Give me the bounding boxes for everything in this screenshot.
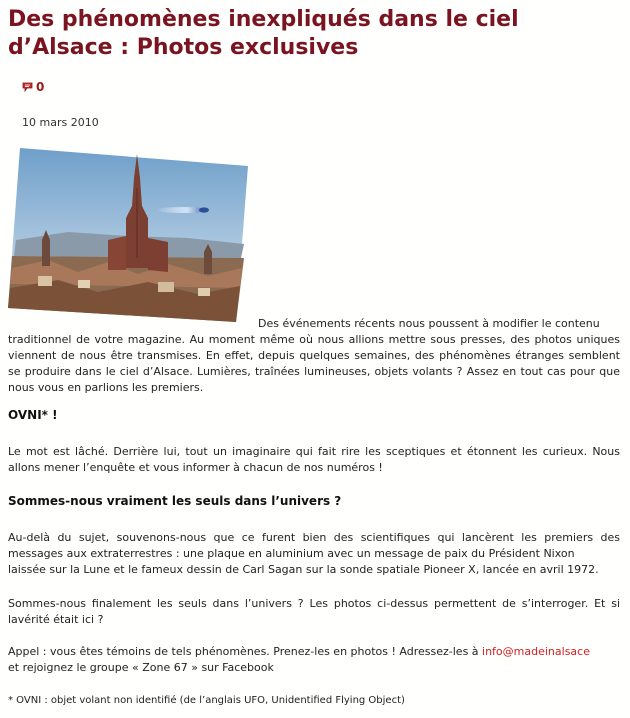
appeal-email-link[interactable]: info@madeinalsace	[482, 645, 590, 658]
paragraph-ovni: Le mot est lâché. Derrière lui, tout un imaginaire qui fait rire les sceptiques et étonnent les curieux. Nous allons mener l’enquête et vous informer à chacun de nos numéros !	[8, 445, 620, 474]
article-photo	[8, 148, 248, 322]
footnote: * OVNI : objet volant non identifié (de l’anglais UFO, Unidentified Flying Object)	[8, 695, 405, 706]
paragraph-alone-in-universe	[8, 530, 620, 578]
intro-first-line: Des événements récents nous poussent à modifier le contenu	[258, 317, 600, 330]
article-title[interactable]: Des phénomènes inexpliqués dans le ciel d’Alsace : Photos exclusives	[8, 7, 519, 60]
intro-rest: traditionnel de votre magazine. Au moment même où nous allions mettre sous presses, des photos uniques viennent de nous être transmises. En effet, depuis quelques semaines, des phénomènes étranges semblent se produire dans le ciel d’Alsace. Lumières, traînées lumineuses, objets volants ? Assez en tout cas pour que nous vous en parlions les premiers.	[8, 333, 620, 394]
comment-count-link[interactable]	[22, 80, 44, 94]
paragraph-alone-line-1: Au-delà du sujet, souvenons-nous que ce furent bien des scientifiques qui lancèrent les premiers des messages aux extraterrestres : une plaque en aluminium avec un message de paix du Président Nixon	[8, 531, 620, 560]
article-date: 10 mars 2010	[22, 116, 99, 129]
appeal-paragraph	[8, 644, 620, 676]
heading-ovni: OVNI* !	[8, 408, 58, 422]
appeal-text: Appel : vous êtes témoins de tels phénomènes. Prenez-les en photos ! Adressez-les à	[8, 645, 483, 658]
speech-bubble-icon	[22, 82, 33, 92]
intro-paragraph	[8, 316, 620, 396]
paragraph-alone-line-2: laissée sur la Lune et le fameux dessin de Carl Sagan sur la sonde spatiale Pioneer X, lancée en avril 1972.	[8, 563, 599, 576]
comment-count: 0	[36, 80, 45, 94]
appeal-text-2: et rejoignez le groupe « Zone 67 » sur Facebook	[8, 661, 274, 674]
paragraph-question: Sommes-nous finalement les seuls dans l’univers ? Les photos ci-dessus permettent de s’interroger. Et si lavérité était ici ?	[8, 597, 620, 626]
heading-alone-in-universe: Sommes-nous vraiment les seuls dans l’univers ?	[8, 494, 342, 508]
